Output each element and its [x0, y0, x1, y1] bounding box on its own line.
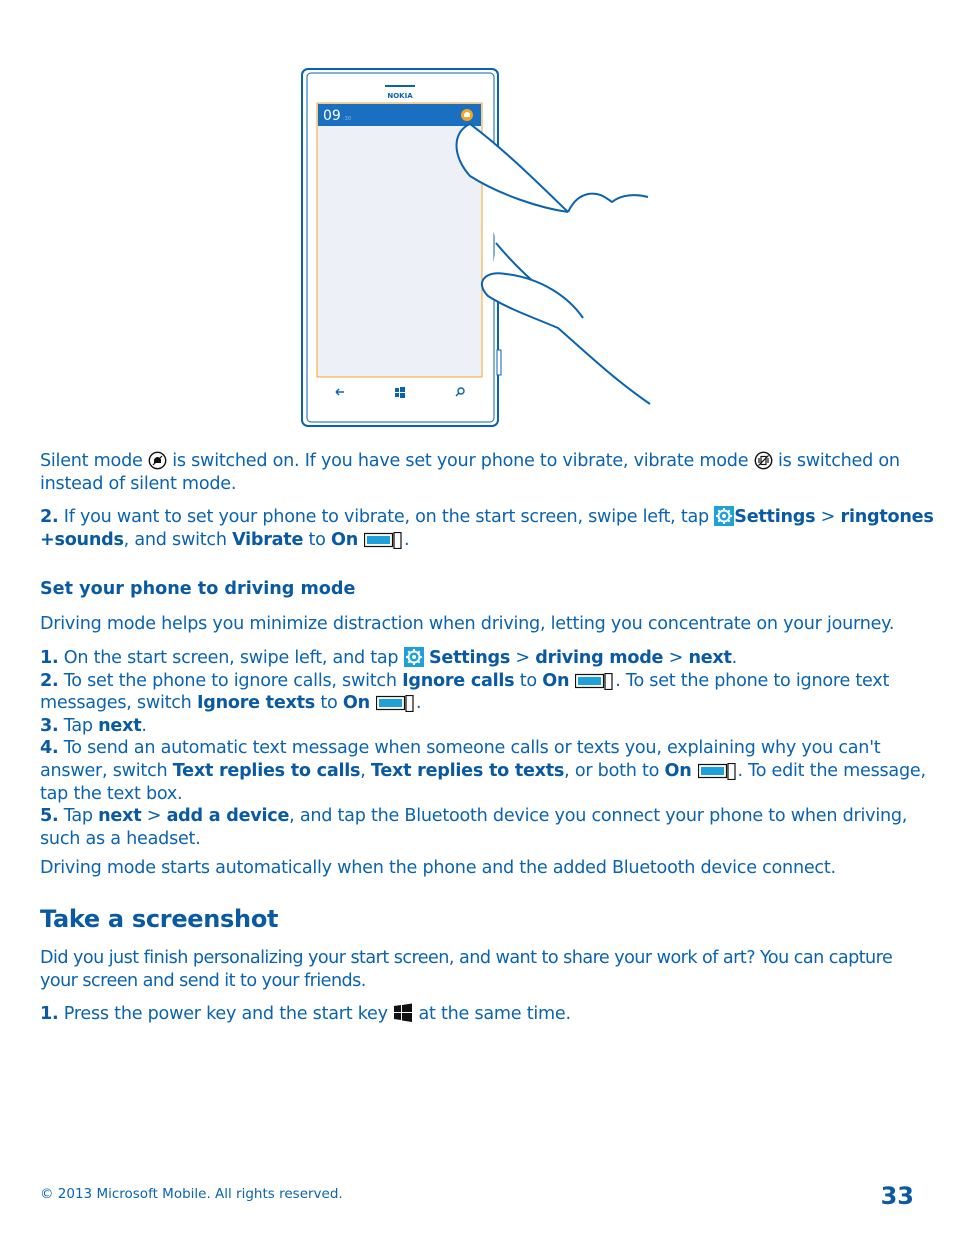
settings-icon: [404, 647, 424, 667]
text: >: [663, 648, 689, 668]
text: , or both to: [564, 760, 665, 781]
text: Tap: [58, 715, 99, 736]
text: answer, switch: [40, 760, 173, 781]
text: On the start screen, swipe left, and tap: [58, 648, 404, 668]
driving-auto-paragraph: [40, 857, 920, 880]
step-number: 2.: [40, 507, 59, 527]
text: Silent mode: [40, 451, 148, 471]
toggle-on-icon: [575, 673, 613, 690]
vibrate-mode-icon: [754, 451, 773, 470]
text: your screen and send it to your friends.: [40, 970, 366, 991]
text: tap the text box.: [40, 783, 183, 804]
settings-icon: [714, 506, 734, 526]
ignore-calls-label: Ignore calls: [402, 670, 515, 691]
silent-mode-paragraph: [40, 450, 920, 495]
settings-link: Settings: [734, 507, 816, 527]
text: Did you just finish personalizing your start screen, and want to share your work of art? You can capture: [40, 948, 893, 968]
text: to: [514, 670, 543, 691]
windows-start-key-icon: [393, 1003, 413, 1023]
phone-time: 09: [323, 108, 341, 124]
text: is switched on. If you have set your phone to vibrate, vibrate mode: [166, 451, 754, 471]
next-link: next: [688, 648, 732, 668]
screenshot-heading: Take a screenshot: [40, 905, 279, 933]
text: such as a headset.: [40, 828, 201, 849]
text: If you want to set your phone to vibrate, on the start screen, swipe left, tap: [58, 507, 715, 527]
text: To set the phone to ignore calls, switch: [58, 670, 403, 691]
text: Driving mode helps you minimize distraction when driving, letting you concentrate on your journey.: [40, 614, 895, 634]
driving-steps: [40, 647, 926, 850]
on-label: On: [331, 529, 358, 550]
next-link: next: [98, 806, 142, 827]
on-label: On: [342, 693, 370, 714]
text: Press the power key and the start key: [58, 1004, 394, 1024]
text: >: [141, 806, 167, 827]
next-link: next: [98, 715, 142, 736]
text-replies-calls-label: Text replies to calls: [172, 760, 361, 781]
text: at the same time.: [413, 1004, 571, 1024]
text: .: [403, 529, 410, 550]
ignore-texts-label: Ignore texts: [196, 693, 315, 714]
on-label: On: [664, 760, 692, 781]
driving-intro: [40, 613, 920, 636]
text: instead of silent mode.: [40, 473, 237, 494]
step-number: 2.: [40, 670, 59, 691]
copyright-footer: © 2013 Microsoft Mobile. All rights reserved.: [40, 1186, 343, 1202]
driving-mode-link: driving mode: [535, 648, 664, 668]
screenshot-intro: [40, 947, 920, 992]
toggle-on-icon: [364, 532, 402, 549]
driving-mode-heading: Set your phone to driving mode: [40, 579, 356, 599]
text: Driving mode starts automatically when the phone and the added Bluetooth device connect.: [40, 858, 836, 878]
text: to: [303, 529, 331, 550]
text: to: [315, 693, 343, 714]
text: .: [415, 693, 422, 714]
phone-illustration: [298, 66, 658, 428]
text: . To set the phone to ignore text: [615, 670, 890, 691]
text: >: [815, 507, 841, 527]
text: , and switch: [123, 529, 233, 550]
page-number: 33: [880, 1182, 914, 1210]
silent-mode-icon: [148, 451, 167, 470]
screenshot-step: [40, 1003, 920, 1026]
text: messages, switch: [40, 693, 197, 714]
ringtones-link: ringtones: [840, 507, 934, 527]
step-number: 4.: [40, 738, 59, 759]
phone-silent-icon: [461, 109, 473, 121]
toggle-on-icon: [376, 695, 414, 712]
text: To send an automatic text message when someone calls or texts you, explaining why you can't: [58, 738, 881, 759]
text: .: [731, 648, 737, 668]
vibrate-label: Vibrate: [232, 529, 304, 550]
toggle-on-icon: [698, 763, 736, 780]
text: ,: [360, 760, 371, 781]
vibrate-step-paragraph: [40, 506, 934, 551]
step-number: 1.: [40, 648, 59, 668]
phone-time-minutes: :30: [343, 116, 352, 122]
text: , and tap the Bluetooth device you connect your phone to when driving,: [289, 806, 908, 827]
step-number: 1.: [40, 1004, 59, 1024]
step-number: 5.: [40, 806, 59, 827]
sounds-link: +sounds: [40, 529, 124, 550]
on-label: On: [542, 670, 570, 691]
text-replies-texts-label: Text replies to texts: [370, 760, 565, 781]
text: is switched on: [772, 451, 900, 471]
text: >: [510, 648, 536, 668]
text: .: [141, 715, 147, 736]
step-number: 3.: [40, 715, 59, 736]
settings-link: Settings: [429, 648, 511, 668]
text: Tap: [58, 806, 99, 827]
add-device-link: add a device: [166, 806, 290, 827]
text: . To edit the message,: [737, 760, 926, 781]
phone-brand: NOKIA: [387, 92, 413, 100]
